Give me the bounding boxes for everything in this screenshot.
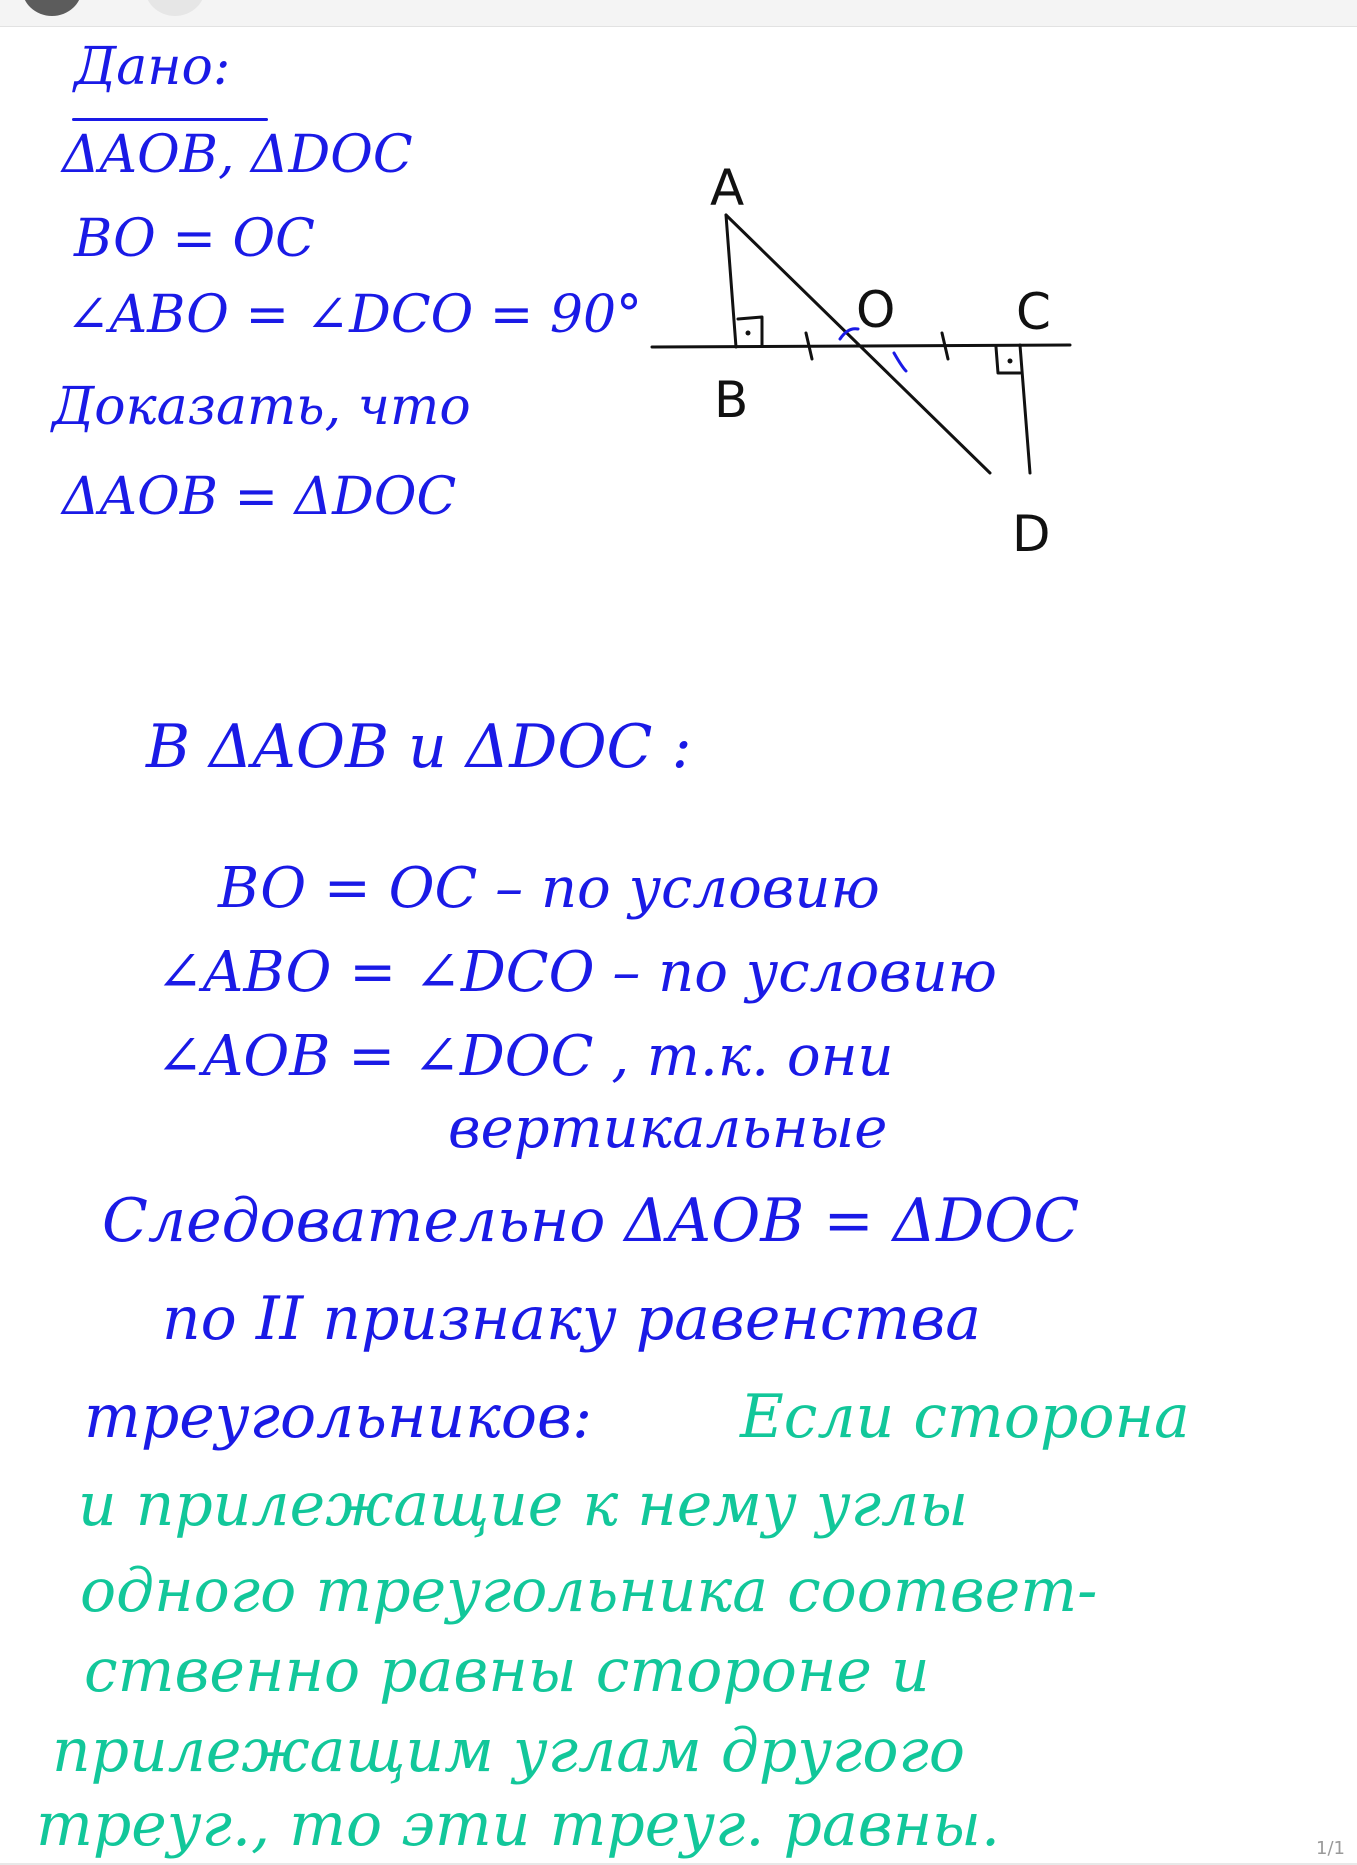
given-line-1: ΔAOB, ΔDOC xyxy=(62,125,413,185)
right-angle-b xyxy=(738,317,762,345)
prove-statement: ΔAOB = ΔDOC xyxy=(62,467,457,527)
segment-ab xyxy=(726,215,736,347)
theorem-line-1: Если сторона xyxy=(740,1382,1190,1452)
theorem-line-3: одного треугольника соответ- xyxy=(80,1556,1098,1626)
viewer-top-bar xyxy=(0,0,1357,27)
proof-line-4: вертикальные xyxy=(448,1096,888,1161)
theorem-line-4: ственно равны стороне и xyxy=(84,1636,930,1706)
given-underline xyxy=(72,118,268,121)
vertex-label-d: D xyxy=(1012,505,1051,563)
segment-ad xyxy=(726,215,990,473)
proof-line-2: ∠ABO = ∠DCO – по условию xyxy=(156,940,997,1005)
segment-cd xyxy=(1020,345,1030,473)
vertex-label-o: O xyxy=(856,281,896,339)
handwritten-page xyxy=(0,27,1357,1865)
proof-criterion-line-1: по II признаку равенства xyxy=(162,1284,982,1354)
vertex-label-c: C xyxy=(1016,283,1051,341)
right-angle-dot-b xyxy=(746,331,751,336)
toolbar-button-light[interactable] xyxy=(145,0,205,16)
theorem-line-5: прилежащим углам другого xyxy=(52,1716,965,1786)
vertex-label-a: A xyxy=(710,167,745,217)
toolbar-button-dark[interactable] xyxy=(22,0,82,16)
proof-intro: В ΔAOB и ΔDOC : xyxy=(146,712,692,782)
angle-arc-doc xyxy=(894,353,906,371)
given-heading: Дано: xyxy=(74,37,231,97)
proof-conclusion: Следовательно ΔAOB = ΔDOC xyxy=(102,1186,1080,1256)
theorem-line-6: треуг., то эти треуг. равны. xyxy=(36,1790,1001,1860)
vertex-label-b: B xyxy=(714,371,749,429)
prove-label: Доказать, что xyxy=(52,377,471,437)
proof-criterion-line-2: треугольников: xyxy=(84,1382,593,1452)
proof-line-1: BO = OC – по условию xyxy=(218,856,880,921)
given-line-2: BO = OC xyxy=(74,209,315,269)
page-counter: 1/1 xyxy=(1316,1838,1345,1859)
geometry-figure xyxy=(640,167,1080,667)
proof-line-3: ∠AOB = ∠DOC , т.к. они xyxy=(156,1024,894,1089)
right-angle-dot-c xyxy=(1008,359,1013,364)
given-line-3: ∠ABO = ∠DCO = 90° xyxy=(66,285,643,345)
theorem-line-2: и прилежащие к нему углы xyxy=(78,1470,969,1540)
